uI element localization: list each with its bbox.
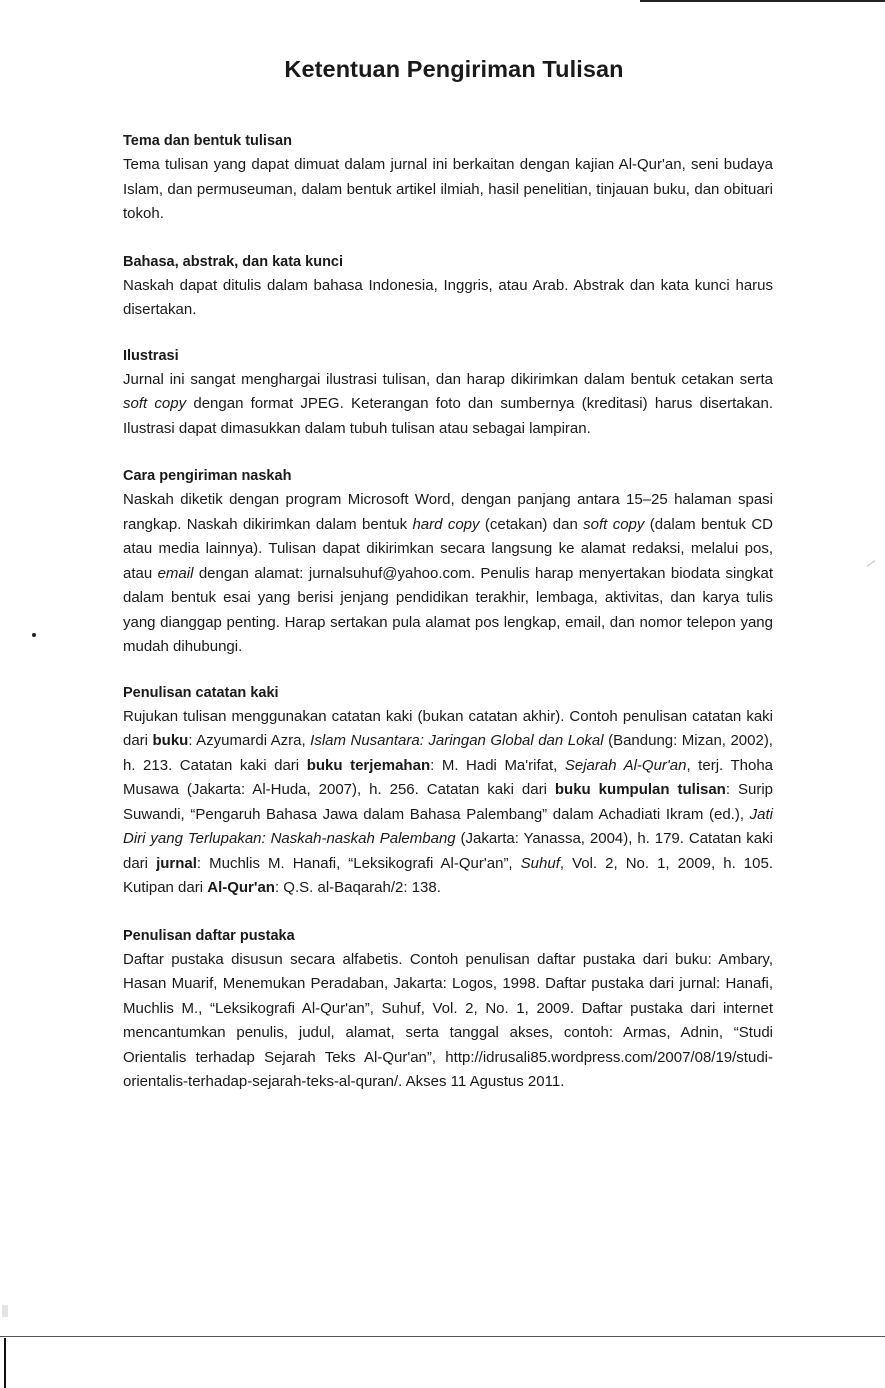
section-heading: Ilustrasi (123, 347, 179, 364)
page-corner-mark (4, 1338, 6, 1388)
section-heading: Bahasa, abstrak, dan kata kunci (123, 253, 344, 270)
page-bottom-rule (0, 1336, 885, 1337)
page-top-edge-line (640, 0, 885, 2)
section-daftar-pustaka (123, 925, 773, 1095)
section-paragraph: Daftar pustaka disusun secara alfabetis. Contoh penulisan daftar pustaka dari buku: Ambary, Hasan Muarif, Menemukan Peradaban, Jakarta: Logos, 1998. Daftar pustaka dari jurnal: Hanafi, Muchlis M., “Leksikografi Al-Qur'an”, Suhuf, Vol. 2, No. 1, 2009. Daftar pustaka dari internet mencantumkan penulis, judul, alamat, serta tanggal akses, contoh: Armas, Adnin, “Studi Orientalis terhadap Sejarah Teks Al-Qur'an”, http://idrusali85.wordpress.com/2007/08/19/studi-orientalis-terhadap-sejarah-teks-al-quran/. Akses 11 Agustus 2011. (123, 950, 773, 1090)
scan-speck (2, 1305, 8, 1317)
section-bahasa (123, 251, 773, 323)
section-paragraph: Rujukan tulisan menggunakan catatan kaki (bukan catatan akhir). Contoh penulisan catatan kaki dari buku: Azyumardi Azra, Islam Nusantara: Jaringan Global dan Lokal (Bandung: Mizan, 2002), h. 213. Catatan kaki dari buku terjemahan: M. Hadi Ma'rifat, Sejarah Al-Qur'an, terj. Thoha Musawa (Jakarta: Al-Huda, 2007), h. 256. Catatan kaki dari buku kumpulan tulisan: Surip Suwandi, “Pengaruh Bahasa Jawa dalam Bahasa Palembang” dalam Achadiati Ikram (ed.), Jati Diri yang Terlupakan: Naskah-naskah Palembang (Jakarta: Yanassa, 2004), h. 179. Catatan kaki dari jurnal: Muchlis M. Hanafi, “Leksikografi Al-Qur'an”, Suhuf, Vol. 2, No. 1, 2009, h. 105. Kutipan dari Al-Qur'an: Q.S. al-Baqarah/2: 138. (123, 707, 774, 896)
section-tema (123, 130, 773, 227)
section-paragraph: Tema tulisan yang dapat dimuat dalam jurnal ini berkaitan dengan kajian Al-Qur'an, seni budaya Islam, dan permuseuman, dalam bentuk artikel ilmiah, hasil penelitian, tinjauan buku, dan obituari tokoh. (123, 156, 773, 222)
section-paragraph: Naskah diketik dengan program Microsoft Word, dengan panjang antara 15–25 halaman spasi rangkap. Naskah dikirimkan dalam bentuk hard copy (cetakan) dan soft copy (dalam bentuk CD atau media lainnya). Tulisan dapat dikirimkan secara langsung ke alamat redaksi, melalui pos, atau email dengan alamat: jurnalsuhuf@yahoo.com. Penulis harap menyertakan biodata singkat dalam bentuk esai yang berisi jenjang pendidikan terakhir, lembaga, aktivitas, dan karya tulis yang dianggap penting. Harap sertakan pula alamat pos lengkap, email, dan nomor telepon yang mudah dihubungi. (123, 491, 774, 655)
page-title: Ketentuan Pengiriman Tulisan (284, 56, 624, 82)
section-ilustrasi (123, 345, 773, 442)
section-heading: Penulisan daftar pustaka (123, 927, 295, 944)
section-heading: Cara pengiriman naskah (123, 468, 292, 484)
section-cara-pengiriman (123, 465, 773, 660)
scan-speck (32, 633, 36, 637)
document-body (123, 130, 773, 1095)
section-heading: Tema dan bentuk tulisan (123, 133, 292, 149)
scan-speck (867, 560, 876, 567)
section-catatan-kaki (123, 682, 773, 901)
section-paragraph: Naskah dapat ditulis dalam bahasa Indonesia, Inggris, atau Arab. Abstrak dan kata kunci harus disertakan. (123, 276, 773, 318)
section-paragraph: Jurnal ini sangat menghargai ilustrasi tulisan, dan harap dikirimkan dalam bentuk cetakan serta soft copy dengan format JPEG. Keterangan foto dan sumbernya (kreditasi) harus disertakan. Ilustrasi dapat dimasukkan dalam tubuh tulisan atau sebagai lampiran. (123, 370, 773, 437)
section-heading: Penulisan catatan kaki (123, 684, 279, 701)
